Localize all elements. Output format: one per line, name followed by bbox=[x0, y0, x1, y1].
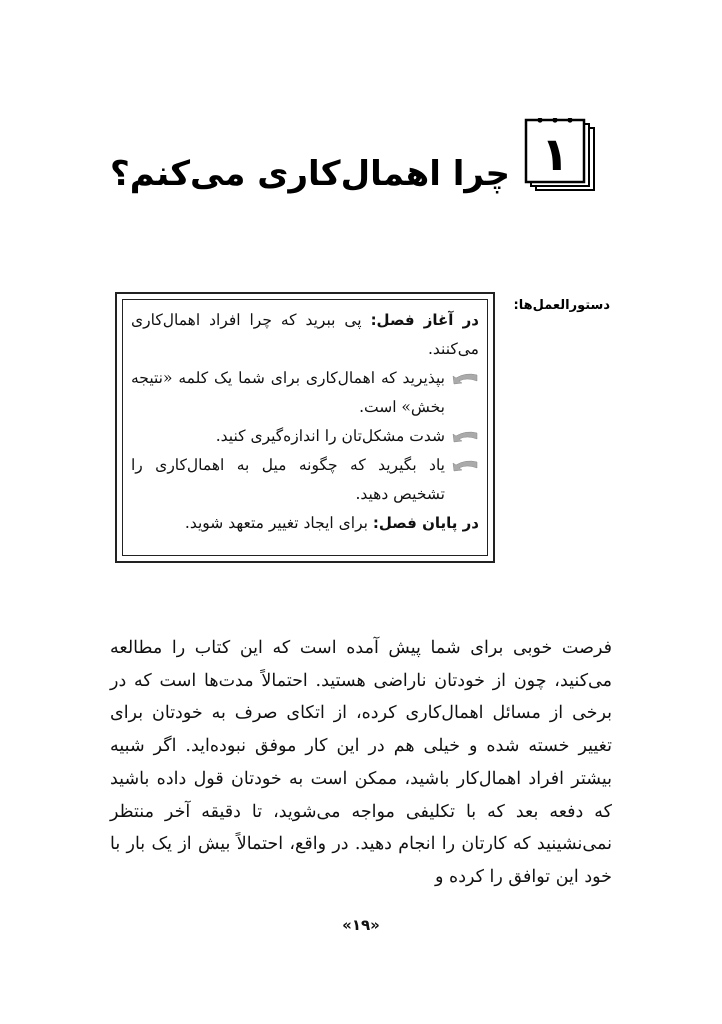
body-paragraph: فرصت خوبی برای شما پیش آمده است که این کتاب را مطالعه می‌کنید، چون از خودتان ناراضی هستید. احتمالاً مدت‌ها است که در برخی از مسائل اهمال‌کاری کرده، از اتکای صرف به خودتان برای تغییر خسته شده و خیلی هم در این کار موفق نبوده‌اید. اگر شبیه بیشتر افراد اهمال‌کار باشید، ممکن است به خودتان قول داده باشید که دفعه بعد که با تکلیفی مواجه می‌شوید، تا دقیقه آخر منتظر نمی‌نشینید که کارتان را انجام دهید. در واقع، احتمالاً بیش از یک بار با خود این توافق را کرده و bbox=[110, 638, 612, 887]
chapter-number: ۱ bbox=[540, 127, 570, 181]
objective-item bbox=[131, 422, 479, 451]
chapter-start-line bbox=[131, 306, 479, 364]
objectives-content bbox=[131, 306, 479, 538]
chapter-start-label: در آغاز فصل: bbox=[370, 311, 479, 329]
chapter-end-text: برای ایجاد تغییر متعهد شوید. bbox=[184, 514, 373, 532]
objective-text: یاد بگیرید که چگونه میل به اهمال‌کاری را تشخیص دهید. bbox=[131, 456, 445, 503]
chapter-end-label: در پایان فصل: bbox=[372, 514, 479, 532]
chapter-title: چرا اهمال‌کاری می‌کنم؟ bbox=[109, 154, 510, 194]
objective-text: بپذیرید که اهمال‌کاری برای شما یک کلمه «نتیجه بخش» است. bbox=[131, 369, 445, 416]
objective-item bbox=[131, 451, 479, 509]
objective-text: شدت مشکل‌تان را اندازه‌گیری کنید. bbox=[215, 427, 445, 445]
objectives-box bbox=[115, 292, 495, 563]
chapter-end-line bbox=[131, 509, 479, 538]
page-number: «۱۹» bbox=[342, 916, 380, 934]
curved-arrow-icon bbox=[451, 364, 479, 393]
curved-arrow-icon bbox=[451, 451, 479, 480]
instructions-label: دستورالعمل‌ها: bbox=[513, 298, 610, 313]
curved-arrow-icon bbox=[451, 422, 479, 451]
chapter-start-text: پی ببرید که چرا افراد اهمال‌کاری می‌کنند. bbox=[131, 311, 479, 358]
objective-item bbox=[131, 364, 479, 422]
